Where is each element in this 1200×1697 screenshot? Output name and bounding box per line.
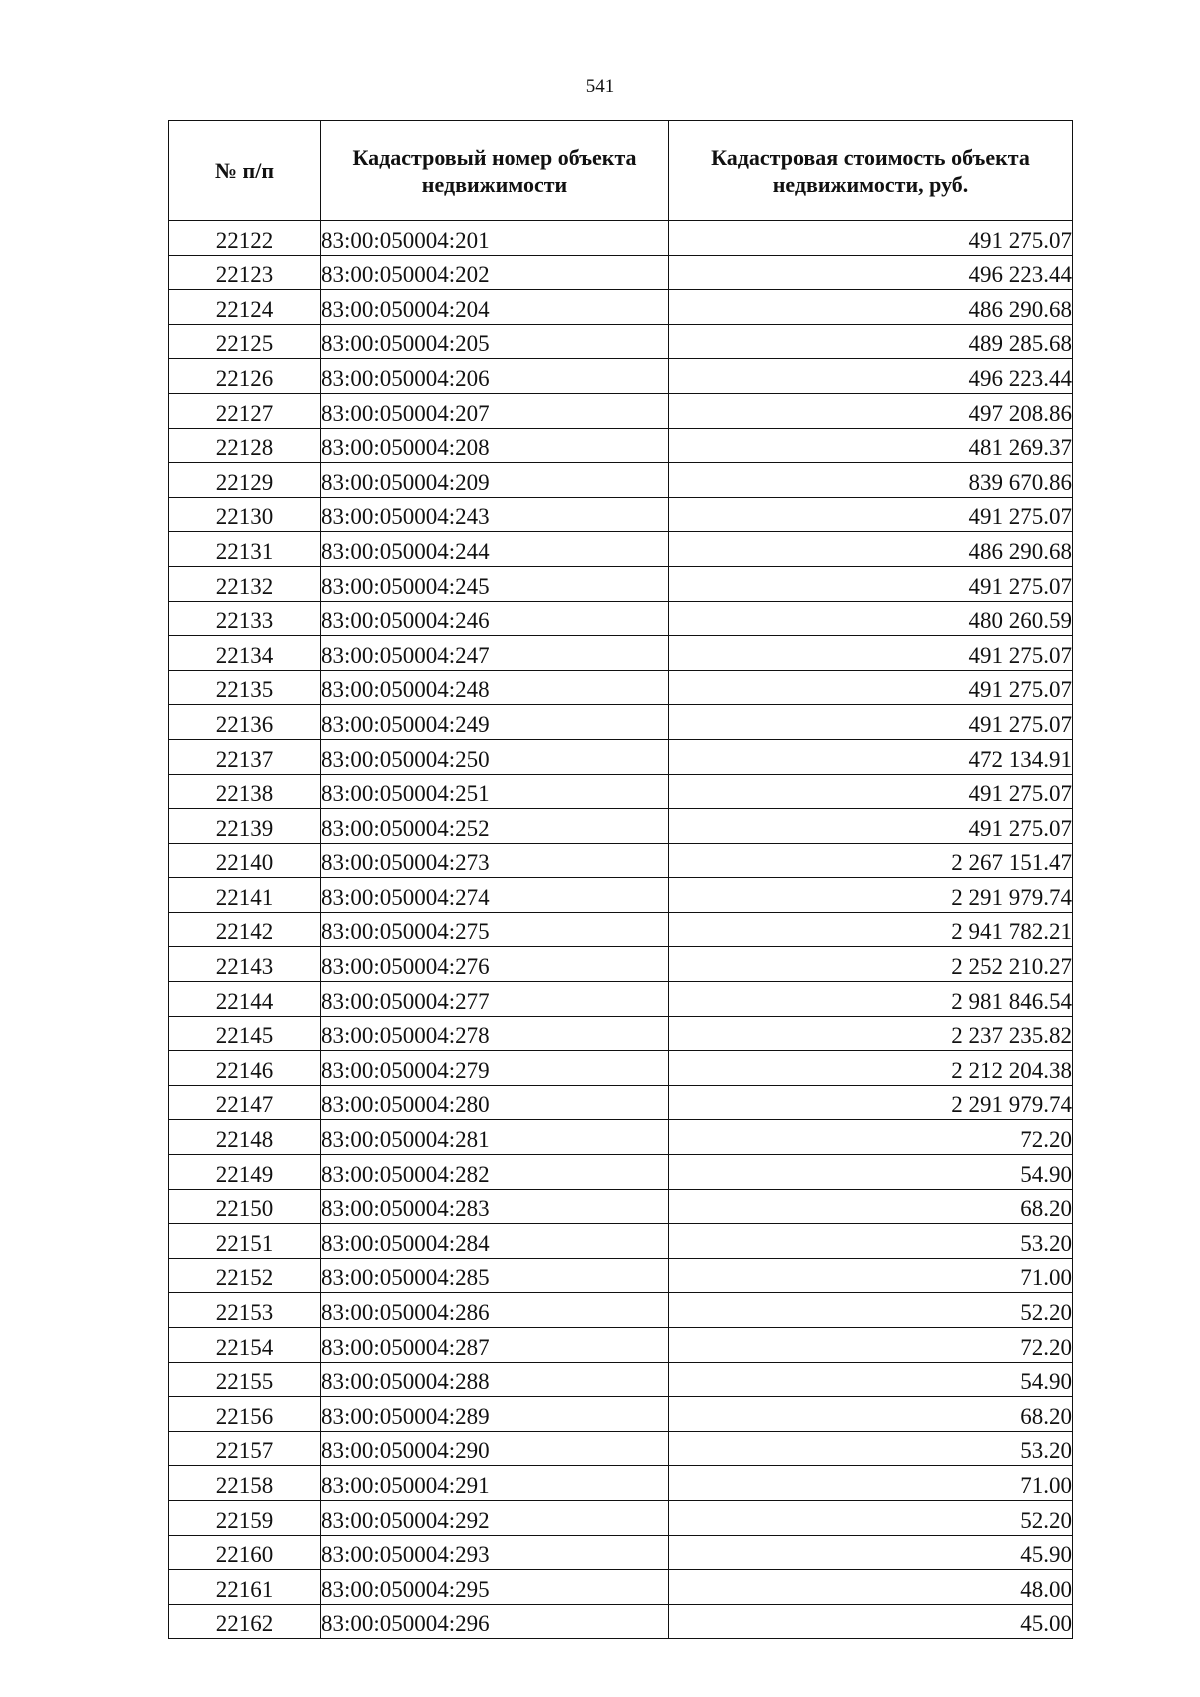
- cadastral-value-cell: 2 267 151.47: [669, 843, 1073, 878]
- cadastral-value-cell: 53.20: [669, 1224, 1073, 1259]
- table-row: [169, 1570, 1073, 1605]
- cadastral-value-cell: 54.90: [669, 1362, 1073, 1397]
- cadastral-number-cell: 83:00:050004:251: [321, 774, 669, 809]
- cadastral-value-cell: 71.00: [669, 1466, 1073, 1501]
- table-row: [169, 463, 1073, 498]
- row-number-cell: 22142: [169, 912, 321, 947]
- cadastral-value-cell: 472 134.91: [669, 739, 1073, 774]
- row-number-cell: 22140: [169, 843, 321, 878]
- row-number-cell: 22148: [169, 1120, 321, 1155]
- cadastral-number-cell: 83:00:050004:279: [321, 1051, 669, 1086]
- cadastral-value-cell: 491 275.07: [669, 809, 1073, 844]
- row-number-cell: 22123: [169, 255, 321, 290]
- cadastral-value-cell: 486 290.68: [669, 290, 1073, 325]
- table-row: [169, 1431, 1073, 1466]
- cadastral-value-cell: 496 223.44: [669, 359, 1073, 394]
- cadastral-number-cell: 83:00:050004:293: [321, 1535, 669, 1570]
- cadastral-value-cell: 481 269.37: [669, 428, 1073, 463]
- row-number-cell: 22122: [169, 221, 321, 256]
- cadastral-value-cell: 72.20: [669, 1120, 1073, 1155]
- table-row: [169, 739, 1073, 774]
- table-row: [169, 428, 1073, 463]
- page-number: 541: [585, 76, 615, 97]
- cadastral-number-cell: 83:00:050004:284: [321, 1224, 669, 1259]
- row-number-cell: 22159: [169, 1500, 321, 1535]
- cadastral-number-cell: 83:00:050004:246: [321, 601, 669, 636]
- table-header: [169, 121, 1073, 221]
- row-number-cell: 22134: [169, 636, 321, 671]
- row-number-cell: 22131: [169, 532, 321, 567]
- cadastral-number-cell: 83:00:050004:247: [321, 636, 669, 671]
- cadastral-value-cell: 2 981 846.54: [669, 982, 1073, 1017]
- cadastral-value-cell: 53.20: [669, 1431, 1073, 1466]
- cadastral-number-cell: 83:00:050004:281: [321, 1120, 669, 1155]
- table-row: [169, 1051, 1073, 1086]
- table-row: [169, 843, 1073, 878]
- row-number-cell: 22135: [169, 670, 321, 705]
- cadastral-number-cell: 83:00:050004:275: [321, 912, 669, 947]
- row-number-cell: 22157: [169, 1431, 321, 1466]
- table-row: [169, 1604, 1073, 1639]
- table-row: [169, 1224, 1073, 1259]
- cadastral-number-cell: 83:00:050004:201: [321, 221, 669, 256]
- table-row: [169, 636, 1073, 671]
- cadastral-value-cell: 491 275.07: [669, 221, 1073, 256]
- row-number-cell: 22128: [169, 428, 321, 463]
- cadastral-number-cell: 83:00:050004:245: [321, 566, 669, 601]
- row-number-cell: 22127: [169, 393, 321, 428]
- table-row: [169, 1120, 1073, 1155]
- table-row: [169, 290, 1073, 325]
- row-number-cell: 22145: [169, 1016, 321, 1051]
- cadastral-number-cell: 83:00:050004:296: [321, 1604, 669, 1639]
- cadastral-number-cell: 83:00:050004:274: [321, 878, 669, 913]
- cadastral-value-table: [168, 120, 1073, 1639]
- row-number-cell: 22124: [169, 290, 321, 325]
- table-row: [169, 1085, 1073, 1120]
- row-number-cell: 22133: [169, 601, 321, 636]
- row-number-cell: 22150: [169, 1189, 321, 1224]
- cadastral-value-cell: 68.20: [669, 1397, 1073, 1432]
- cadastral-value-cell: 71.00: [669, 1258, 1073, 1293]
- table-row: [169, 809, 1073, 844]
- row-number-cell: 22162: [169, 1604, 321, 1639]
- table-row: [169, 566, 1073, 601]
- cadastral-number-cell: 83:00:050004:209: [321, 463, 669, 498]
- table-row: [169, 1258, 1073, 1293]
- cadastral-value-cell: 491 275.07: [669, 774, 1073, 809]
- cadastral-value-cell: 491 275.07: [669, 636, 1073, 671]
- table-row: [169, 1500, 1073, 1535]
- row-number-cell: 22141: [169, 878, 321, 913]
- cadastral-value-cell: 2 237 235.82: [669, 1016, 1073, 1051]
- table-row: [169, 393, 1073, 428]
- cadastral-value-cell: 496 223.44: [669, 255, 1073, 290]
- cadastral-number-cell: 83:00:050004:287: [321, 1328, 669, 1363]
- table-row: [169, 1466, 1073, 1501]
- cadastral-number-cell: 83:00:050004:244: [321, 532, 669, 567]
- table-row: [169, 221, 1073, 256]
- cadastral-value-cell: 486 290.68: [669, 532, 1073, 567]
- table-row: [169, 774, 1073, 809]
- cadastral-number-cell: 83:00:050004:204: [321, 290, 669, 325]
- header-row: [169, 121, 1073, 221]
- cadastral-number-cell: 83:00:050004:205: [321, 324, 669, 359]
- cadastral-number-cell: 83:00:050004:288: [321, 1362, 669, 1397]
- row-number-cell: 22158: [169, 1466, 321, 1501]
- cadastral-number-cell: 83:00:050004:295: [321, 1570, 669, 1605]
- row-number-cell: 22153: [169, 1293, 321, 1328]
- cadastral-value-cell: 2 212 204.38: [669, 1051, 1073, 1086]
- table-row: [169, 497, 1073, 532]
- cadastral-number-cell: 83:00:050004:291: [321, 1466, 669, 1501]
- cadastral-number-cell: 83:00:050004:248: [321, 670, 669, 705]
- row-number-cell: 22149: [169, 1155, 321, 1190]
- table-row: [169, 1155, 1073, 1190]
- row-number-cell: 22139: [169, 809, 321, 844]
- cadastral-number-cell: 83:00:050004:290: [321, 1431, 669, 1466]
- cadastral-value-cell: 52.20: [669, 1500, 1073, 1535]
- table-row: [169, 878, 1073, 913]
- cadastral-number-cell: 83:00:050004:277: [321, 982, 669, 1017]
- table-row: [169, 1189, 1073, 1224]
- cadastral-value-cell: 491 275.07: [669, 670, 1073, 705]
- cadastral-number-cell: 83:00:050004:252: [321, 809, 669, 844]
- cadastral-number-cell: 83:00:050004:282: [321, 1155, 669, 1190]
- cadastral-value-cell: 48.00: [669, 1570, 1073, 1605]
- cadastral-number-cell: 83:00:050004:280: [321, 1085, 669, 1120]
- table-row: [169, 670, 1073, 705]
- cadastral-number-cell: 83:00:050004:249: [321, 705, 669, 740]
- cadastral-value-cell: 2 291 979.74: [669, 1085, 1073, 1120]
- table-row: [169, 359, 1073, 394]
- row-number-cell: 22154: [169, 1328, 321, 1363]
- table-row: [169, 947, 1073, 982]
- cadastral-number-cell: 83:00:050004:289: [321, 1397, 669, 1432]
- cadastral-value-cell: 2 941 782.21: [669, 912, 1073, 947]
- cadastral-value-cell: 497 208.86: [669, 393, 1073, 428]
- row-number-cell: 22161: [169, 1570, 321, 1605]
- table-row: [169, 1328, 1073, 1363]
- table-row: [169, 1293, 1073, 1328]
- cadastral-number-cell: 83:00:050004:243: [321, 497, 669, 532]
- cadastral-value-cell: 2 252 210.27: [669, 947, 1073, 982]
- row-number-cell: 22137: [169, 739, 321, 774]
- cadastral-value-cell: 491 275.07: [669, 566, 1073, 601]
- table-body: [169, 221, 1073, 1639]
- row-number-cell: 22138: [169, 774, 321, 809]
- cadastral-value-cell: 68.20: [669, 1189, 1073, 1224]
- cadastral-value-cell: 480 260.59: [669, 601, 1073, 636]
- row-number-cell: 22143: [169, 947, 321, 982]
- cadastral-value-cell: 45.00: [669, 1604, 1073, 1639]
- cadastral-number-cell: 83:00:050004:273: [321, 843, 669, 878]
- table-row: [169, 982, 1073, 1017]
- cadastral-number-cell: 83:00:050004:276: [321, 947, 669, 982]
- table-row: [169, 1362, 1073, 1397]
- cadastral-value-cell: 491 275.07: [669, 497, 1073, 532]
- table-row: [169, 324, 1073, 359]
- table-row: [169, 705, 1073, 740]
- cadastral-value-cell: 52.20: [669, 1293, 1073, 1328]
- row-number-cell: 22129: [169, 463, 321, 498]
- row-number-cell: 22125: [169, 324, 321, 359]
- cadastral-number-cell: 83:00:050004:286: [321, 1293, 669, 1328]
- cadastral-number-cell: 83:00:050004:283: [321, 1189, 669, 1224]
- row-number-cell: 22146: [169, 1051, 321, 1086]
- row-number-cell: 22136: [169, 705, 321, 740]
- table-row: [169, 1016, 1073, 1051]
- row-number-cell: 22155: [169, 1362, 321, 1397]
- cadastral-value-cell: 839 670.86: [669, 463, 1073, 498]
- row-number-cell: 22156: [169, 1397, 321, 1432]
- table-row: [169, 255, 1073, 290]
- cadastral-number-cell: 83:00:050004:206: [321, 359, 669, 394]
- table-row: [169, 532, 1073, 567]
- cadastral-value-cell: 54.90: [669, 1155, 1073, 1190]
- cadastral-number-cell: 83:00:050004:285: [321, 1258, 669, 1293]
- row-number-cell: 22130: [169, 497, 321, 532]
- header-cadastral-value: Кадастровая стоимость объекта недвижимости, руб.: [669, 121, 1073, 221]
- cadastral-value-cell: 491 275.07: [669, 705, 1073, 740]
- table-row: [169, 1397, 1073, 1432]
- header-cadastral-number: Кадастровый номер объекта недвижимости: [321, 121, 669, 221]
- row-number-cell: 22132: [169, 566, 321, 601]
- table-row: [169, 601, 1073, 636]
- cadastral-value-cell: 489 285.68: [669, 324, 1073, 359]
- row-number-cell: 22160: [169, 1535, 321, 1570]
- cadastral-value-cell: 45.90: [669, 1535, 1073, 1570]
- cadastral-number-cell: 83:00:050004:202: [321, 255, 669, 290]
- row-number-cell: 22126: [169, 359, 321, 394]
- row-number-cell: 22152: [169, 1258, 321, 1293]
- cadastral-number-cell: 83:00:050004:278: [321, 1016, 669, 1051]
- cadastral-number-cell: 83:00:050004:207: [321, 393, 669, 428]
- row-number-cell: 22144: [169, 982, 321, 1017]
- cadastral-value-cell: 72.20: [669, 1328, 1073, 1363]
- row-number-cell: 22151: [169, 1224, 321, 1259]
- cadastral-number-cell: 83:00:050004:208: [321, 428, 669, 463]
- table-row: [169, 912, 1073, 947]
- table-row: [169, 1535, 1073, 1570]
- row-number-cell: 22147: [169, 1085, 321, 1120]
- cadastral-value-cell: 2 291 979.74: [669, 878, 1073, 913]
- header-number: № п/п: [169, 121, 321, 221]
- cadastral-number-cell: 83:00:050004:292: [321, 1500, 669, 1535]
- cadastral-number-cell: 83:00:050004:250: [321, 739, 669, 774]
